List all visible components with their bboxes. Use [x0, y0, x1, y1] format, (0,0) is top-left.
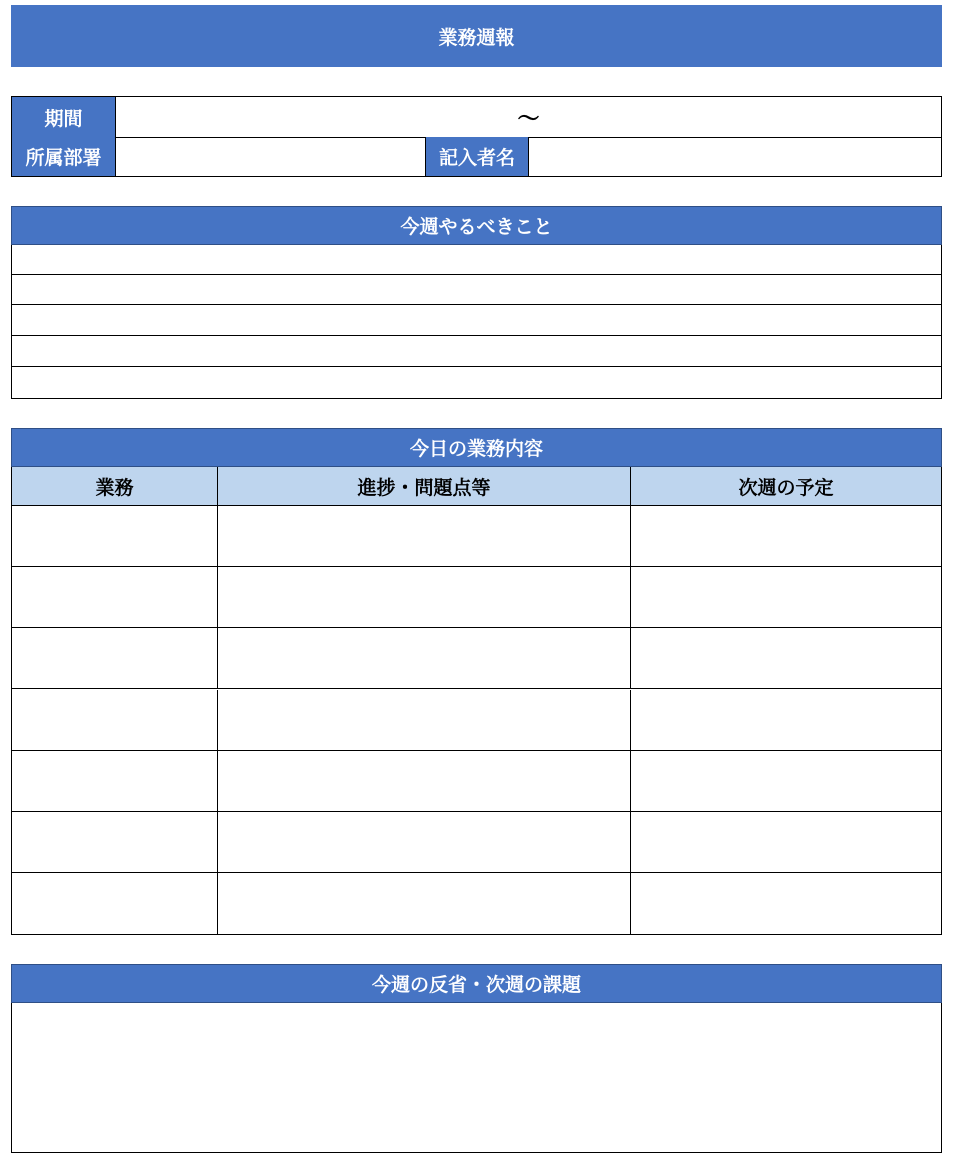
progress-cell[interactable] — [218, 812, 631, 872]
reflection-header: 今週の反省・次週の課題 — [11, 964, 942, 1003]
progress-cell[interactable] — [218, 567, 631, 627]
task-cell[interactable] — [12, 751, 218, 811]
next-week-cell[interactable] — [631, 567, 941, 627]
next-week-cell[interactable] — [631, 751, 941, 811]
info-table — [11, 96, 942, 177]
progress-cell[interactable] — [218, 873, 631, 934]
column-header-task: 業務 — [12, 467, 218, 505]
progress-cell[interactable] — [218, 751, 631, 811]
task-cell[interactable] — [12, 873, 218, 934]
period-row — [12, 97, 941, 138]
department-row — [12, 137, 941, 176]
task-cell[interactable] — [12, 812, 218, 872]
author-label: 記入者名 — [426, 137, 529, 176]
period-label: 期間 — [12, 97, 116, 137]
next-week-cell[interactable] — [631, 873, 941, 934]
work-column-headers — [12, 467, 941, 506]
table-row — [12, 751, 941, 812]
todo-line[interactable] — [12, 245, 941, 275]
next-week-cell[interactable] — [631, 506, 941, 566]
todo-line[interactable] — [12, 337, 941, 367]
table-row — [12, 690, 941, 751]
table-row — [12, 506, 941, 567]
period-field[interactable]: 〜 — [517, 106, 540, 132]
todo-line[interactable] — [12, 367, 941, 398]
task-cell[interactable] — [12, 567, 218, 627]
todo-header: 今週やるべきこと — [11, 206, 942, 245]
column-header-next-week: 次週の予定 — [738, 476, 834, 499]
work-table — [11, 467, 942, 935]
author-field[interactable] — [529, 137, 941, 176]
progress-cell[interactable] — [218, 628, 631, 688]
next-week-cell[interactable] — [631, 812, 941, 872]
todo-line[interactable] — [12, 306, 941, 336]
task-cell[interactable] — [12, 506, 218, 566]
task-cell[interactable] — [12, 628, 218, 688]
progress-cell[interactable] — [218, 690, 631, 750]
table-row — [12, 873, 941, 934]
reflection-box[interactable] — [11, 1003, 942, 1153]
department-field[interactable] — [116, 137, 426, 176]
progress-cell[interactable] — [218, 506, 631, 566]
table-row — [12, 812, 941, 873]
department-label: 所属部署 — [12, 137, 116, 176]
work-header: 今日の業務内容 — [11, 428, 942, 467]
report-title: 業務週報 — [11, 5, 942, 67]
column-header-progress: 進捗・問題点等 — [218, 467, 631, 505]
todo-line[interactable] — [12, 275, 941, 305]
task-cell[interactable] — [12, 690, 218, 750]
table-row — [12, 567, 941, 628]
todo-list — [11, 245, 942, 399]
table-row — [12, 628, 941, 689]
next-week-cell[interactable] — [631, 628, 941, 688]
next-week-cell[interactable] — [631, 690, 941, 750]
